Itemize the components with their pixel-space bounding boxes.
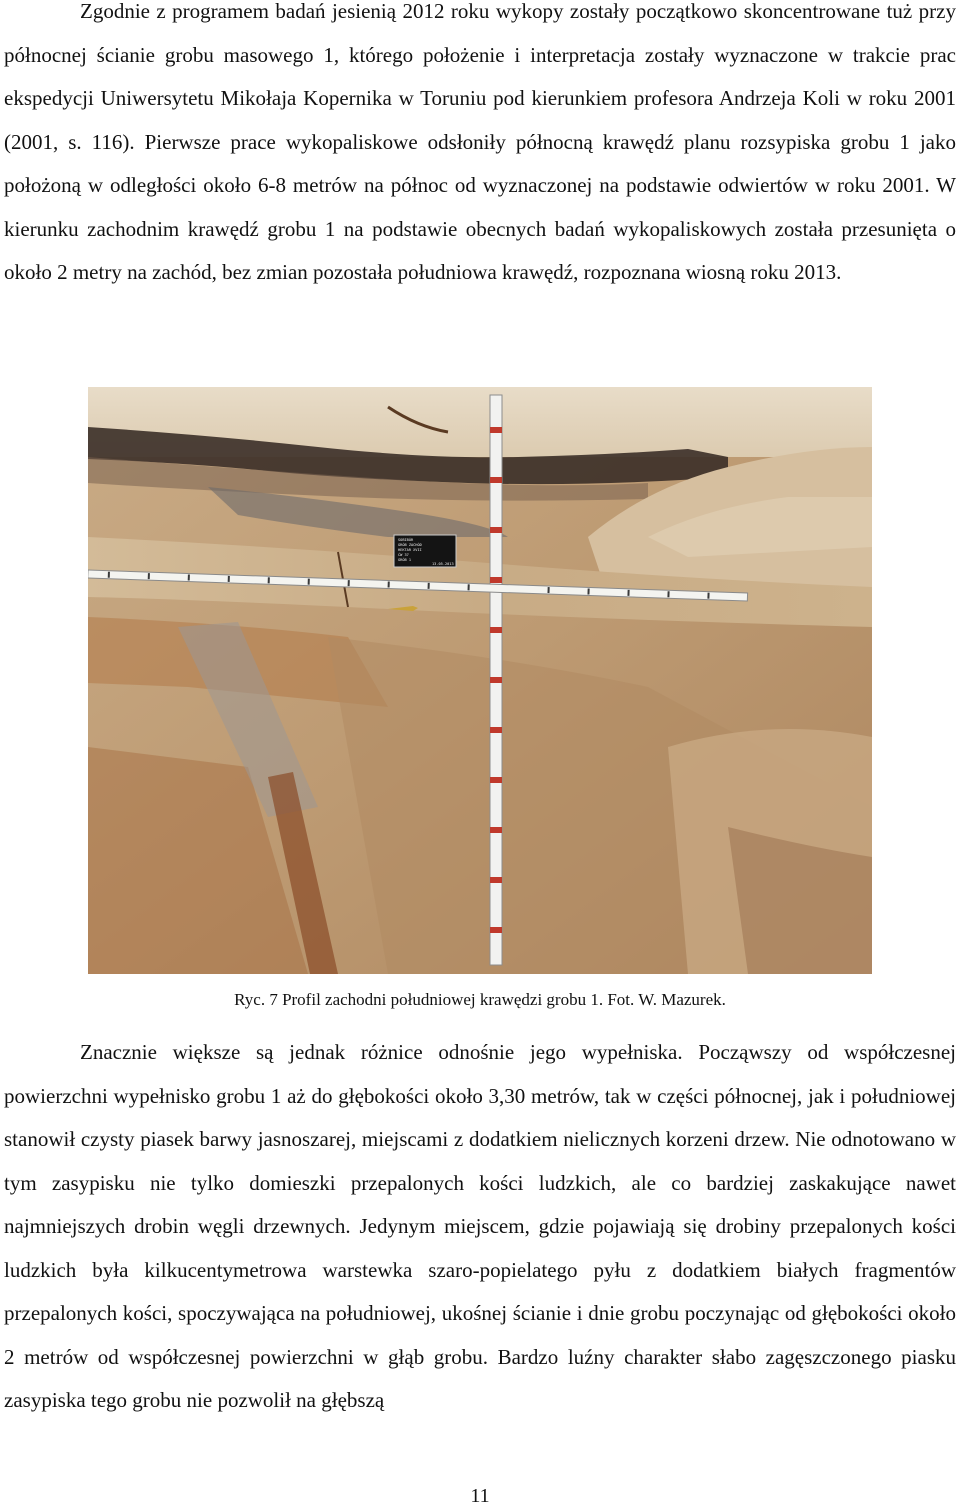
paragraph-fill-description: Znacznie większe są jednak różnice odnośnie jego wypełniska. Począwszy od współczesnej powierzchni wypełnisko grobu 1 aż do głębokości około 3,30 metrów, tak w części północnej, jak i południowej stanowił czysty piasek barwy jasnoszarej, miejscami z dodatkiem nielicznych korzeni drzew. Nie odnotowano w tym zasypisku nie tylko domieszki przepalonych kości ludzkich, ale co bardziej zaskakujące nawet najmniejszych drobin węgli drzewnych. Jedynym miejscem, gdzie pojawiają się drobiny przepalonych kości ludzkich była kilkucentymetrowa warstewka szaro-popielatego pyłu z dodatkiem białych fragmentów przepalonych kości, spoczywająca na południowej, ukośnej ścianie i dnie grobu poczynając od głębokości około 2 metrów od współczesnej powierzchni w głąb grobu. Bardzo luźny charakter słabo zagęszczonego piasku zasypiska tego grobu nie pozwolił na głębszą: [4, 1040, 956, 1412]
board-line-2: GRÓB ZACHÓD: [398, 543, 422, 547]
board-date: 13.05.2013: [432, 562, 454, 566]
board-line-3: HEKTAR XVII: [398, 548, 422, 552]
figure-caption: Ryc. 7 Profil zachodni południowej krawędzi grobu 1. Fot. W. Mazurek.: [234, 990, 726, 1009]
page-number: 11: [470, 1485, 490, 1507]
board-line-4: ĆW 37: [398, 553, 409, 557]
board-line-1: SOBIBÓR: [398, 538, 414, 542]
paragraph-intro: Zgodnie z programem badań jesienią 2012 roku wykopy zostały początkowo skoncentrowane tuż przy północnej ścianie grobu masowego 1, którego położenie i interpretacja zostały wyznaczone w trakcie prac ekspedycji Uniwersytetu Mikołaja Kopernika w Toruniu pod kierunkiem profesora Andrzeja Koli w roku 2001 (2001, s. 116). Pierwsze prace wykopaliskowe odsłoniły północną krawędź planu rozsypiska grobu 1 jako położoną w odległości około 6-8 metrów na północ od wyznaczonej na podstawie odwiertów w roku 2001. W kierunku zachodnim krawędź grobu 1 na podstawie obecnych badań wykopaliskowych została przesunięta o około 2 metry na zachód, bez zmian pozostała południowa krawędź, rozpoznana wiosną roku 2013.: [4, 0, 956, 284]
board-line-5: GRÓB 1: [398, 558, 411, 562]
excavation-photo: [88, 387, 872, 974]
